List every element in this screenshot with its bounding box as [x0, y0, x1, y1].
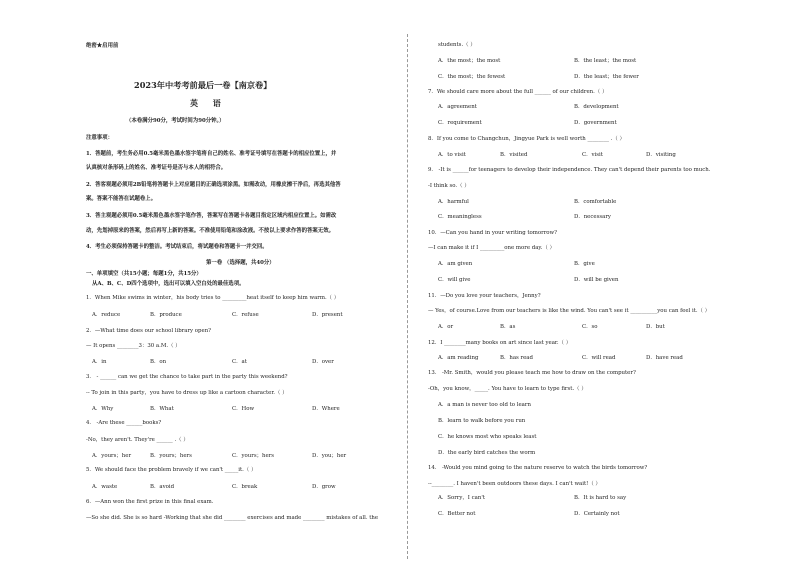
option[interactable]: C．meaningless [438, 214, 482, 220]
question-stem: 13． -Mr. Smith，would you please teach me how to draw on the computer? [428, 370, 636, 376]
question-stem: 10．—Can you hand in your writing tomorrow? [428, 230, 558, 236]
option[interactable]: A．to visit [438, 152, 466, 158]
option[interactable]: A．am reading [438, 355, 479, 361]
column-divider [407, 34, 408, 559]
option[interactable]: B．comfortable [574, 199, 617, 205]
question-stem: 12．I ________many books on art since last year.（ ） [428, 340, 572, 346]
option[interactable]: A．or [438, 324, 454, 330]
option[interactable]: C．How [232, 406, 255, 412]
option[interactable]: C．will read [582, 355, 616, 361]
option[interactable]: B．It is hard to say [574, 495, 627, 501]
option[interactable]: B．give [574, 261, 595, 267]
question-stem: -Oh，you know，_____. You have to learn to type first.（ ） [428, 386, 587, 392]
question-stem: 1．When Mike swims in winter，his body tries to _________heat itself to keep him warm.（ ） [86, 295, 340, 301]
note-line: 4．考生必须保持答题卡的整洁。考试结束后，将试题卷和答题卡一并交回。 [86, 244, 268, 250]
section-instruction: 从A、B、C、D四个选项中，选出可以填入空白处的最佳选项。 [92, 281, 245, 287]
option[interactable]: C．requirement [438, 120, 482, 126]
option[interactable]: B．development [574, 104, 619, 110]
option[interactable]: A．yours；her [92, 453, 132, 459]
option[interactable]: D．Where [312, 406, 340, 412]
option[interactable]: C．break [232, 484, 258, 490]
right-column [412, 0, 794, 562]
option[interactable]: D．but [646, 324, 665, 330]
option[interactable]: B．visited [500, 152, 528, 158]
option[interactable]: A．Why [92, 406, 114, 412]
subject-title: 英 语 [190, 98, 227, 108]
option[interactable]: A．reduce [92, 312, 121, 318]
note-line: 3．答主观题必须用0.5毫米黑色墨水签字笔作答，答案写在答题卡各题目指定区域内相应位置上。如需改 [86, 213, 337, 219]
option[interactable]: C．the most；the fewest [438, 74, 506, 80]
option[interactable]: B．learn to walk before you run [438, 418, 526, 424]
option[interactable]: B．avoid [150, 484, 175, 490]
option[interactable]: B．produce [150, 312, 182, 318]
note-line: 动，先划掉原来的答案，然后再写上新的答案。不准使用铅笔和涂改液。不按以上要求作答的答案无效。 [86, 228, 334, 234]
question-stem: 4． -Are these ______books? [86, 420, 162, 426]
note-line: 1．答题前，考生务必用0.5毫米黑色墨水签字笔将自己的姓名、准考证号填写在答题卡的相应位置上，并 [86, 151, 337, 157]
note-line: 案。答案不能答在试题卷上。 [86, 196, 157, 202]
option[interactable]: A．harmful [438, 199, 469, 205]
question-stem: -I think so.（ ） [428, 183, 470, 189]
question-stem: 7．We should care more about the full ______ of our children.（ ） [428, 89, 608, 95]
option[interactable]: A．in [92, 359, 107, 365]
option[interactable]: A．Sorry，I can't [438, 495, 486, 501]
option[interactable]: A．waste [92, 484, 118, 490]
option[interactable]: A．agreement [438, 104, 477, 110]
option[interactable]: D．you；her [312, 453, 347, 459]
option[interactable]: B．on [150, 359, 167, 365]
question-stem: 3． - ______ can we get the chance to take part in the party this weekend? [86, 374, 288, 380]
option[interactable]: D．present [312, 312, 343, 318]
question-stem: 8．If you come to Changchun，Jingyue Park is well worth ________ .（ ） [428, 136, 625, 142]
question-stem: 5．We should face the problem bravely if we can't _____it.（ ） [86, 467, 257, 473]
option[interactable]: C．he knows most who speaks least [438, 434, 537, 440]
option[interactable]: C．refuse [232, 312, 259, 318]
question-stem: 9． -It is ______for teenagers to develop their independence. They can't depend their parents too much. [428, 167, 711, 173]
option[interactable]: C．visit [582, 152, 603, 158]
question-stem: --________. I haven't been outdoors these days. I can't wait!（ ） [428, 481, 601, 487]
question-stem: — Yes，of course.Love from our teachers is like the wind. You can't see it __________you can feel it.（ ） [428, 308, 711, 314]
option[interactable]: A．am given [438, 261, 473, 267]
option[interactable]: B．What [150, 406, 174, 412]
option[interactable]: D．the early bird catches the worm [438, 450, 536, 456]
question-stem: —I can make it if I _________one more day.（ ） [428, 245, 555, 251]
score-note: （本卷满分90分，考试时间为90分钟。） [126, 118, 225, 124]
option[interactable]: D．over [312, 359, 334, 365]
option[interactable]: C．at [232, 359, 247, 365]
option[interactable]: D．grow [312, 484, 336, 490]
question-stem: 6．—Ann won the first prize in this final exam. [86, 499, 214, 505]
section-heading: 一、单项填空（共15小题；每题1分，共15分） [86, 271, 202, 277]
option[interactable]: A．a man is never too old to learn [438, 402, 531, 408]
option[interactable]: D．government [574, 120, 617, 126]
question-stem: —So she did. She is so hard -Working that she did ________ exercises and made ________ mistakes of all. the [86, 515, 379, 521]
question-stem: 2．—What time does our school library open? [86, 328, 212, 334]
option[interactable]: C．so [582, 324, 598, 330]
option[interactable]: D．necessary [574, 214, 611, 220]
option[interactable]: B．as [500, 324, 516, 330]
option[interactable]: A．the most；the most [438, 58, 501, 64]
note-line: 认真核对条形码上的姓名、准考证号是否与本人的相符合。 [86, 165, 227, 171]
option[interactable]: C．will give [438, 277, 471, 283]
question-stem: 14． -Would you mind going to the nature reserve to watch the birds tomorrow? [428, 465, 648, 471]
question-stem: 11．—Do you love your teachers，Jenny? [428, 293, 541, 299]
secret-label: 绝密★启用前 [86, 43, 119, 49]
option[interactable]: D．the least；the fewer [574, 74, 639, 80]
question-stem: -- To join in this party，you have to dress up like a cartoon character.（ ） [86, 390, 288, 396]
question-continuation: students.（ ） [438, 42, 476, 48]
option[interactable]: D．visiting [646, 152, 676, 158]
exam-title: 2023年中考考前最后一卷【南京卷】 [134, 80, 272, 90]
question-stem: — It opens ________3：30 a.M.（ ） [86, 343, 181, 349]
note-line: 2．答客观题必须用2B铅笔将答题卡上对应题目的正确选项涂黑。如需改动，用橡皮擦干净后，再选其他答 [86, 182, 341, 188]
part-heading: 第一卷 （选择题，共40分） [206, 260, 275, 266]
option[interactable]: C．Better not [438, 511, 476, 517]
notes-heading: 注意事项： [86, 135, 113, 141]
option[interactable]: B．has read [500, 355, 533, 361]
question-stem: -No，they aren't. They're ______ .（ ） [86, 437, 189, 443]
option[interactable]: B．yours；hers [150, 453, 192, 459]
option[interactable]: D．Certainly not [574, 511, 620, 517]
option[interactable]: D．will be given [574, 277, 619, 283]
option[interactable]: D．have read [646, 355, 683, 361]
option[interactable]: B．the least；the most [574, 58, 637, 64]
option[interactable]: C．yours；hers [232, 453, 275, 459]
